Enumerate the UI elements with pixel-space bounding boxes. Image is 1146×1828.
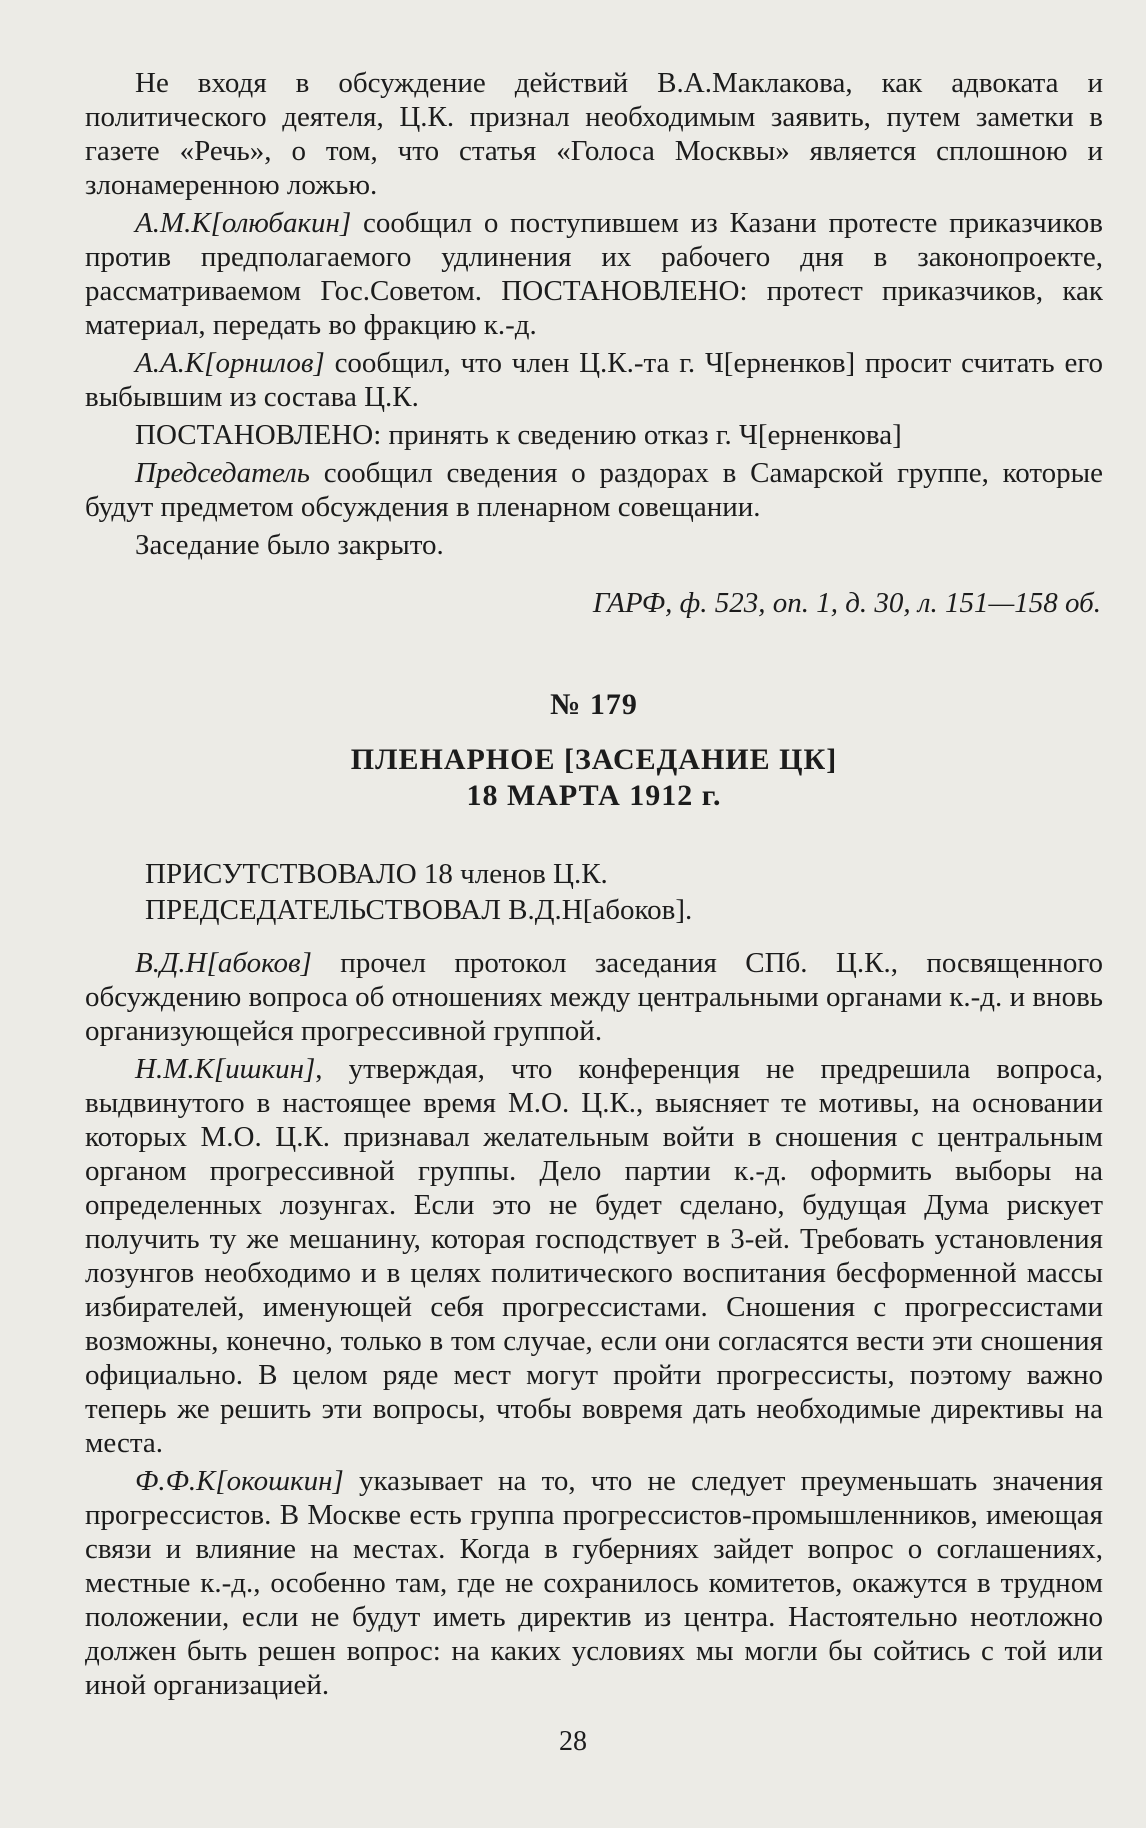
document-title <box>85 742 1103 814</box>
paragraph-chairman <box>85 456 1103 524</box>
paragraph-text: Не входя в обсуждение действий В.А.Маклакова, как адвоката и политического деятеля, Ц.К. признал необходимым заявить, путем заметки в газете «Речь», о том, что статья «Голоса Москвы» является сплошною и злонамеренною ложью. <box>85 67 1103 201</box>
paragraph-kolyubakin <box>85 206 1103 342</box>
document-title-line: ПЛЕНАРНОЕ [ЗАСЕДАНИЕ ЦК] <box>350 743 838 776</box>
page-body <box>85 66 1103 1702</box>
paragraph-text: указывает на то, что не следует преуменьшать значения прогрессистов. В Москве есть группа прогрессистов-промышленников, имеющая связи и влияние на местах. Когда в губерниях зайдет вопрос о соглашениях, местные к.-д., особенно там, где не сохранилось комитетов, окажутся в трудном положении, если не будут иметь директив из центра. Настоятельно неотложно должен быть решен вопрос: на каких условиях мы могли бы сойтись с той или иной организацией. <box>85 1465 1103 1701</box>
attendance-block <box>85 856 1103 928</box>
paragraph-closed <box>85 528 1103 562</box>
paragraph-text: сообщил сведения о раздорах в Самарской группе, которые будут предметом обсуждения в пленарном совещании. <box>85 457 1103 523</box>
page-number: 28 <box>559 1726 587 1757</box>
attendance-chair: ПРЕДСЕДАТЕЛЬСТВОВАЛ В.Д.Н[абоков]. <box>145 894 693 926</box>
speaker-name: А.М.К[олюбакин] <box>135 207 352 239</box>
paragraph-text: сообщил, что член Ц.К.-та г. Ч[ерненков] просит считать его выбывшим из состава Ц.К. <box>85 347 1103 413</box>
paragraph-nabokov <box>85 946 1103 1048</box>
document-title-date: 18 МАРТА 1912 г. <box>466 779 722 812</box>
attendance-present: ПРИСУТСТВОВАЛО 18 членов Ц.К. <box>145 858 608 890</box>
paragraph-text: ПОСТАНОВЛЕНО: принять к сведению отказ г. Ч[ерненкова] <box>135 419 902 451</box>
paragraph-kishkin <box>85 1052 1103 1460</box>
paragraph-text: сообщил о поступившем из Казани протесте приказчиков против предполагаемого удлинения их рабочего дня в законопроекте, рассматриваемом Гос.Советом. ПОСТАНОВЛЕНО: протест приказчиков, как материал, передать во фракцию к.-д. <box>85 207 1103 341</box>
paragraph-text: Заседание было закрыто. <box>135 529 444 561</box>
archive-source: ГАРФ, ф. 523, оп. 1, д. 30, л. 151—158 об. <box>592 587 1101 619</box>
speaker-name: В.Д.Н[абоков] <box>135 947 312 979</box>
paragraph-kornilov <box>85 346 1103 414</box>
speaker-name: Председатель <box>135 457 311 489</box>
paragraph-text: прочел протокол заседания СПб. Ц.К., посвященного обсуждению вопроса об отношениях между центральными органами к.-д. и вновь организующейся прогрессивной группой. <box>85 947 1103 1047</box>
paragraph-text: , утверждая, что конференция не предрешила вопроса, выдвинутого в настоящее время М.О. Ц.К., выясняет те мотивы, на основании которых М.О. Ц.К. признавал желательным войти в сношения с центральным органом прогрессивной группы. Дело партии к.-д. оформить выборы на определенных лозунгах. Если это не будет сделано, будущая Дума рискует получить ту же мешанину, которая господствует в 3-ей. Требовать установления лозунгов необходимо и в целях политического воспитания бесформенной массы избирателей, именующей себя прогрессистами. Сношения с прогрессистами возможны, конечно, только в том случае, если они согласятся вести эти сношения официально. В целом ряде мест могут пройти прогрессисты, поэтому важно теперь же решить эти вопросы, чтобы вовремя дать необходимые директивы на места. <box>85 1053 1103 1459</box>
speaker-name: А.А.К[орнилов] <box>135 347 325 379</box>
speaker-name: Ф.Ф.К[окошкин] <box>135 1465 344 1497</box>
document-number: № 179 <box>550 688 638 721</box>
paragraph-resolution <box>85 418 1103 452</box>
paragraph-maklakov <box>85 66 1103 202</box>
paragraph-kokoshkin <box>85 1464 1103 1702</box>
speaker-name: Н.М.К[ишкин] <box>135 1053 316 1085</box>
